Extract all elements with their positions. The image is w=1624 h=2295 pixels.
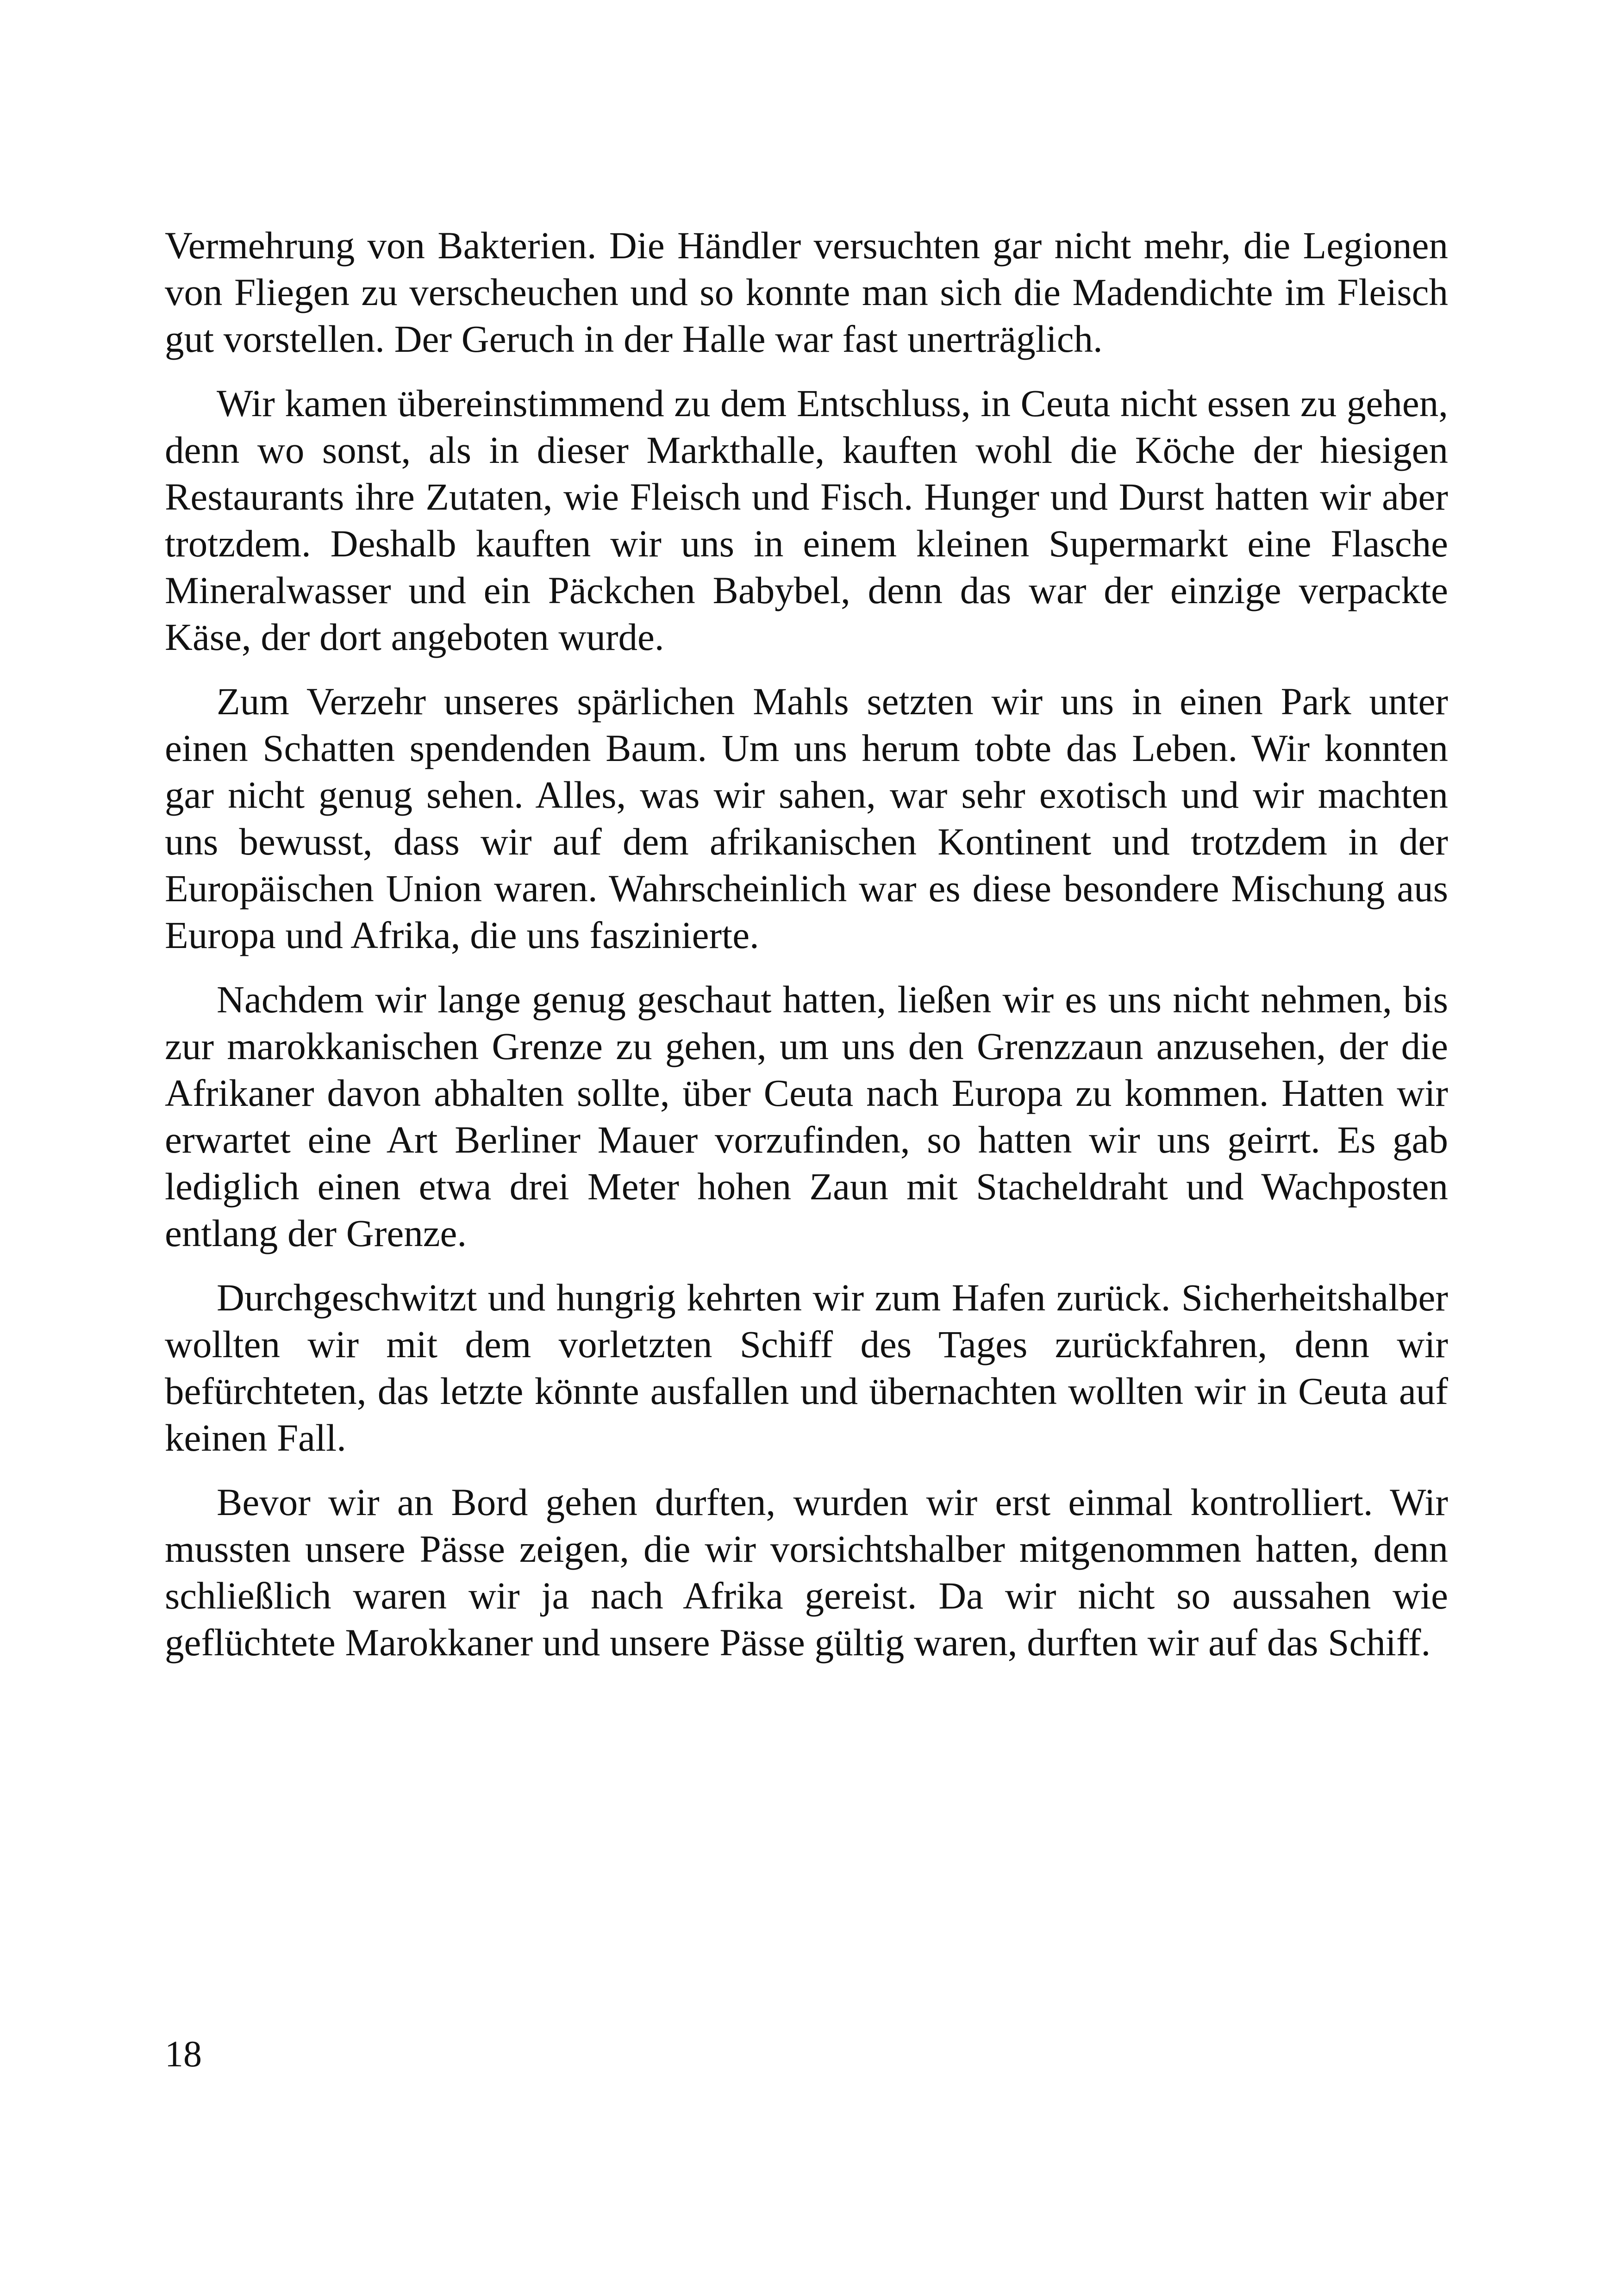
- paragraph-6: Bevor wir an Bord gehen durften, wurden wir erst einmal kontrolliert. Wir mussten unsere Pässe zeigen, die wir vorsichtshalber mitgenommen hatten, denn schließlich waren wir ja nach Afrika gereist. Da wir nicht so aussahen wie geflüchtete Marokkaner und unsere Pässe gültig waren, durften wir auf das Schiff.: [165, 1481, 1448, 1664]
- paragraph-2: Wir kamen übereinstimmend zu dem Entschluss, in Ceuta nicht essen zu gehen, denn wo sonst, als in dieser Markthalle, kauften wohl die Köche der hiesigen Restaurants ihre Zutaten, wie Fleisch und Fisch. Hunger und Durst hatten wir aber trotzdem. Deshalb kauften wir uns in einem kleinen Supermarkt eine Flasche Mineralwasser und ein Päckchen Babybel, denn das war der einzige verpackte Käse, der dort angeboten wurde.: [165, 382, 1448, 658]
- paragraph-3: Zum Verzehr unseres spärlichen Mahls setzten wir uns in einen Park unter einen Schatten spendenden Baum. Um uns herum tobte das Leben. Wir konnten gar nicht genug sehen. Alles, was wir sahen, war sehr exotisch und wir machten uns bewusst, dass wir auf dem afrikanischen Kontinent und trotzdem in der Europäischen Union waren. Wahrscheinlich war es diese besondere Mischung aus Europa und Afrika, die uns faszinierte.: [165, 680, 1448, 956]
- paragraph-5: Durchgeschwitzt und hungrig kehrten wir zum Hafen zurück. Sicherheitshalber wollten wir mit dem vorletzten Schiff des Tages zurückfahren, denn wir befürchteten, das letzte könnte ausfallen und übernachten wollten wir in Ceuta auf keinen Fall.: [165, 1276, 1448, 1459]
- body-text: [165, 222, 1448, 1684]
- paragraph-1: Vermehrung von Bakterien. Die Händler versuchten gar nicht mehr, die Legionen von Fliegen zu verscheuchen und so konnte man sich die Madendichte im Fleisch gut vorstellen. Der Geruch in der Halle war fast unerträglich.: [165, 224, 1448, 360]
- page-number: 18: [165, 2034, 202, 2075]
- paragraph-4: Nachdem wir lange genug geschaut hatten, ließen wir es uns nicht nehmen, bis zur marokkanischen Grenze zu gehen, um uns den Grenzzaun anzusehen, der die Afrikaner davon abhalten sollte, über Ceuta nach Europa zu kommen. Hatten wir erwartet eine Art Berliner Mauer vorzufinden, so hatten wir uns geirrt. Es gab lediglich einen etwa drei Meter hohen Zaun mit Stacheldraht und Wachposten entlang der Grenze.: [165, 978, 1448, 1254]
